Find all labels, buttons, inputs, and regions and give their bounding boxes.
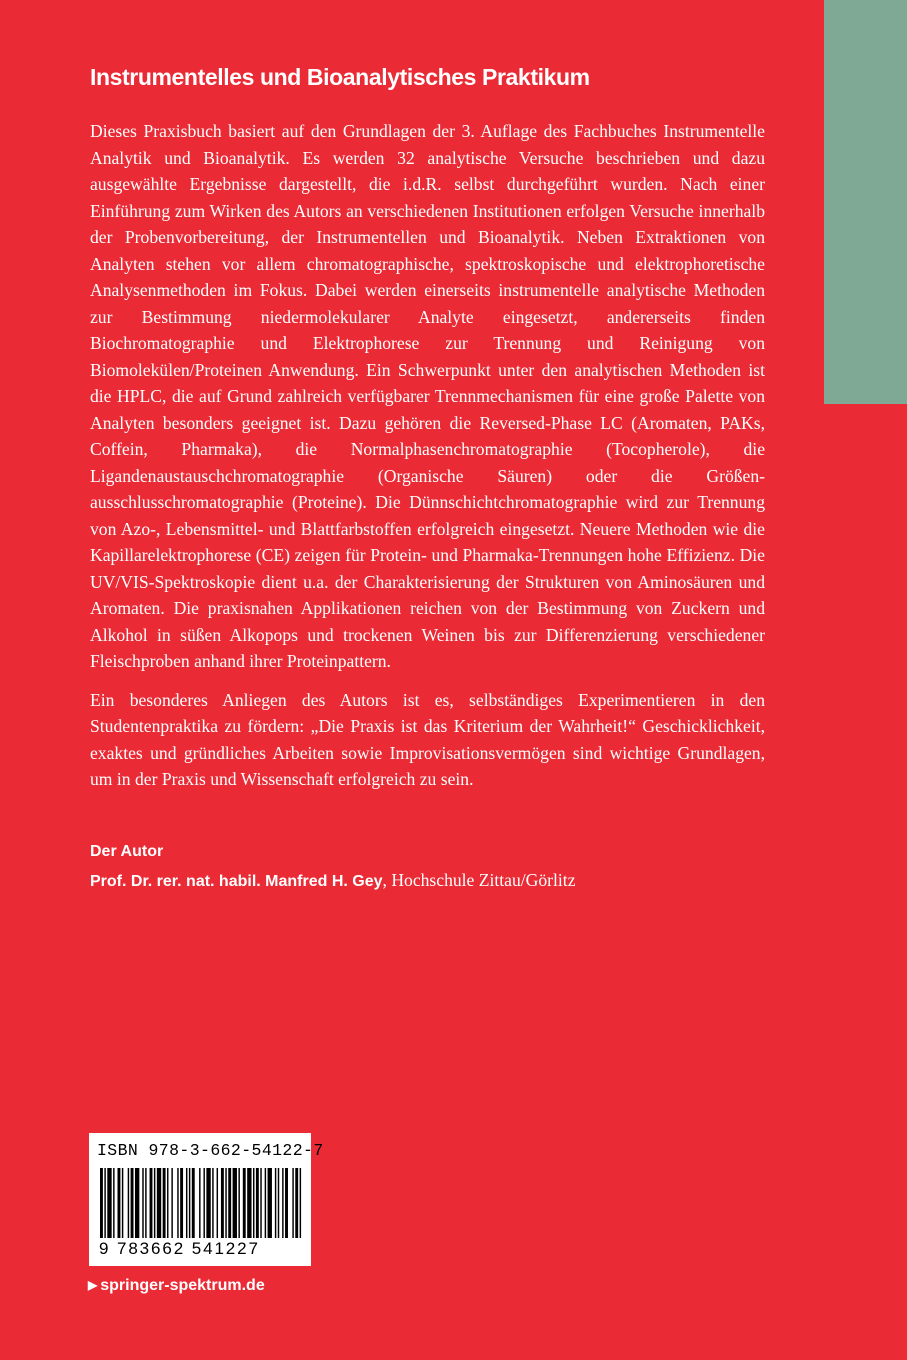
author-affiliation: , Hochschule Zittau/Görlitz xyxy=(382,870,576,890)
barcode xyxy=(89,1133,324,1266)
website-text: springer-spektrum.de xyxy=(100,1277,265,1294)
book-title: Instrumentelles und Bioanalytisches Praktikum xyxy=(90,64,590,90)
website-link[interactable] xyxy=(88,1273,265,1298)
description-paragraph-1: Dieses Praxisbuch basiert auf den Grundlagen der 3. Auflage des Fachbuches Instrumentelle Analytik und Bioanalytik. Es werden 32 analytische Versuche beschrieben und dazu ausgewählte Ergebnisse dargestellt, die i.d.R. selbst durchgeführt wurden. Nach einer Einführung zum Wirken des Autors an verschiedenen Institutionen erfolgen Versuche innerhalb der Probenvorbereitung, der Instrumentellen und Bioanalytik. Neben Extraktionen von Analyten stehen vor allem chromatographische, spektroskopische und elektrophoretische Analysenmethoden im Fokus. Dabei werden einerseits instrumentelle analytische Methoden zur Bestimmung niedermolekularer Analyte eingesetzt, andererseits finden Biochromatographie und Elektrophorese zur Trennung und Reinigung von Biomolekülen/Proteinen Anwendung. Ein Schwerpunkt unter den analytischen Methoden ist die HPLC, die auf Grund zahlreich verfügbarer Trennmechanismen für eine große Palette von Analyten besonders geeignet ist. Dazu gehören die Reversed-Phase LC (Aromaten, PAKs, Coffein, Pharmaka), die Normalphasenchromatographie (Tocopherole), die Ligandenaustauschchromatographie (Organische Säuren) oder die Größenausschlusschromatographie (Proteine). Die Dünnschichtchromatographie wird zur Trennung von Azo-, Lebensmittel- und Blattfarbstoffen erfolgreich eingesetzt. Neuere Methoden wie die Kapillarelektrophorese (CE) zeigen für Protein- und Pharmaka-Trennungen hohe Effizienz. Die UV/VIS-Spektroskopie dient u.a. der Charakterisierung der Strukturen von Aminosäuren und Aromaten. Die praxisnahen Applikationen reichen von der Bestimmung von Zuckern und Alkohol in süßen Alkopops und trockenen Weinen bis zur Differenzierung verschiedener Fleischproben anhand ihrer Proteinpattern. xyxy=(90,121,765,671)
barcode-digits: 9 783662 541227 xyxy=(98,1238,305,1260)
description-paragraph-2: Ein besonderes Anliegen des Autors ist es, selbständiges Experimentieren in den Studentenpraktika zu fördern: „Die Praxis ist das Kriterium der Wahrheit!“ Geschicklichkeit, exaktes und gründliches Arbeiten sowie Improvisationsvermögen sind wichtige Grundlagen, um in der Praxis und Wissenschaft erfolgreich zu sein. xyxy=(90,689,765,789)
isbn-text: ISBN 978-3-662-54122-7 xyxy=(97,1141,324,1160)
author-name: Prof. Dr. rer. nat. habil. Manfred H. Gey xyxy=(90,873,383,890)
author-heading: Der Autor xyxy=(90,843,164,860)
side-color-tab xyxy=(824,0,907,404)
description xyxy=(90,118,765,793)
arrow-right-icon: ▶ xyxy=(88,1278,98,1292)
author-line xyxy=(90,867,790,895)
